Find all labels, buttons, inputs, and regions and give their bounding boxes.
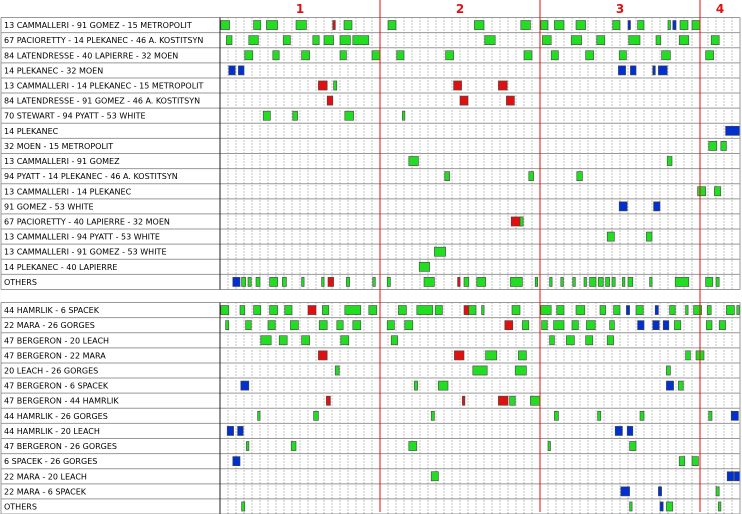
shift-bar-even: [322, 306, 328, 315]
shift-bar-even: [261, 336, 271, 345]
line-row: [1, 153, 740, 166]
shift-bar-even: [716, 487, 719, 496]
shift-bar-even: [628, 277, 633, 286]
shift-bar-even: [473, 366, 487, 375]
shift-bar-even: [282, 277, 286, 286]
shift-bar-even: [226, 321, 229, 330]
row-label: 14 PLEKANEC - 32 MOEN: [4, 66, 104, 76]
shift-bar-even: [285, 306, 292, 315]
line-row: [1, 123, 740, 136]
shift-bar-even: [254, 306, 261, 315]
line-row: [1, 138, 740, 151]
shift-bar-even: [226, 36, 232, 45]
shift-bar-even: [679, 36, 689, 45]
shift-bar-even: [646, 232, 652, 241]
shift-bar-even: [550, 277, 553, 286]
line-row: [1, 33, 740, 46]
shift-bar-even: [319, 321, 327, 330]
shift-bar-powerplay: [238, 426, 244, 435]
shift-bar-even: [554, 321, 564, 330]
row-label: 13 CAMMALLERI - 91 GOMEZ: [4, 157, 120, 167]
shift-bar-powerplay: [658, 487, 661, 496]
shift-bar-even: [337, 321, 343, 330]
shift-bar-penaltykill: [458, 277, 461, 286]
shift-bar-even: [270, 277, 278, 286]
line-row: [1, 438, 740, 451]
line-row: [1, 333, 740, 346]
shift-bar-even: [610, 321, 615, 330]
shift-bar-even: [345, 111, 354, 120]
shift-bar-powerplay: [655, 306, 658, 315]
shift-bar-even: [242, 502, 245, 511]
shift-bar-even: [530, 396, 540, 405]
shift-bar-even: [240, 306, 245, 315]
shift-bar-even: [561, 277, 564, 286]
shift-bar-even: [719, 321, 725, 330]
shift-bar-even: [571, 36, 581, 45]
shift-bar-even: [256, 277, 260, 286]
shift-bar-even: [680, 21, 688, 30]
shift-bar-penaltykill: [308, 306, 316, 315]
shift-bar-even: [686, 306, 689, 315]
shift-bar-even: [541, 306, 551, 315]
line-row: [1, 393, 740, 406]
line-row: [1, 48, 740, 61]
shift-bar-powerplay: [615, 426, 622, 435]
shift-bar-even: [572, 321, 578, 330]
shift-bar-even: [630, 502, 633, 511]
shift-bar-penaltykill: [511, 217, 521, 226]
shift-bar-even: [369, 306, 377, 315]
row-label: 13 CAMMALLERI - 91 GOMEZ - 53 WHITE: [4, 247, 167, 257]
shift-bar-even: [622, 277, 625, 286]
shift-bar-even: [619, 51, 626, 60]
row-label: 44 HAMRLIK - 20 LEACH: [4, 426, 100, 436]
shift-bar-powerplay: [241, 381, 249, 390]
shift-bar-powerplay: [660, 502, 663, 511]
shift-bar-even: [263, 111, 270, 120]
row-label: 14 PLEKANEC: [4, 126, 59, 136]
row-label: 47 BERGERON - 20 LEACH: [4, 336, 110, 346]
line-row: [1, 454, 740, 467]
line-row: [1, 274, 740, 287]
shift-bar-even: [522, 321, 528, 330]
row-label: 47 BERGERON - 26 GORGES: [4, 442, 117, 452]
shift-bar-powerplay: [618, 66, 625, 75]
shift-bar-even: [258, 411, 261, 420]
shift-bar-even: [598, 277, 603, 286]
shift-bar-even: [586, 321, 595, 330]
shift-bar-even: [577, 172, 583, 181]
period-label-1: 1: [295, 2, 305, 16]
line-row: [1, 484, 740, 497]
shift-bar-even: [662, 51, 671, 60]
shift-bar-powerplay: [619, 202, 627, 211]
shift-bar-penaltykill: [498, 396, 508, 405]
shift-bar-penaltykill: [327, 96, 333, 105]
shift-bar-penaltykill: [460, 96, 468, 105]
row-label: 13 CAMMALLERI - 14 PLEKANEC - 15 METROPOLIT: [4, 81, 204, 91]
shift-bar-even: [650, 277, 653, 286]
shift-bar-penaltykill: [318, 81, 327, 90]
row-label: 94 PYATT - 14 PLEKANEC - 46 A. KOSTITSYN: [4, 172, 178, 182]
row-label: 44 HAMRLIK - 26 GORGES: [4, 411, 108, 421]
shift-bar-even: [414, 381, 417, 390]
shift-bar-even: [340, 36, 350, 45]
row-label: 44 HAMRLIK - 6 SPACEK: [4, 306, 99, 316]
shift-bar-even: [521, 21, 531, 30]
shift-bar-even: [334, 81, 337, 90]
shift-bar-even: [417, 306, 433, 315]
period-label-2: 2: [455, 2, 465, 16]
shift-bar-even: [464, 277, 469, 286]
shift-bar-even: [346, 277, 349, 286]
shift-bar-powerplay: [734, 472, 740, 481]
line-row: [1, 63, 740, 76]
line-row: [1, 244, 740, 257]
shift-bar-even: [698, 187, 706, 196]
line-row: [1, 499, 740, 512]
shift-bar-powerplay: [233, 457, 240, 466]
shift-bar-even: [706, 321, 712, 330]
shift-bar-penaltykill: [462, 396, 465, 405]
shift-bar-even: [302, 51, 310, 60]
shift-bar-powerplay: [673, 21, 676, 30]
shift-bar-even: [612, 277, 615, 286]
shift-bar-even: [431, 472, 438, 481]
shift-bar-even: [391, 336, 397, 345]
shift-bar-powerplay: [658, 66, 667, 75]
shift-bar-even: [678, 381, 683, 390]
shift-bar-powerplay: [238, 66, 244, 75]
shift-bar-even: [520, 217, 523, 226]
shift-bar-even: [279, 336, 287, 345]
shift-bar-even: [266, 21, 277, 30]
line-row: [1, 18, 740, 31]
shift-bar-powerplay: [663, 321, 669, 330]
shift-bar-even: [434, 247, 445, 256]
shift-bar-even: [668, 21, 671, 30]
line-row: [1, 93, 740, 106]
row-label: 47 BERGERON - 44 HAMRLIK: [4, 396, 119, 406]
row-label: 20 LEACH - 26 GORGES: [4, 366, 99, 376]
row-label: 13 CAMMALLERI - 94 PYATT - 53 WHITE: [4, 232, 160, 242]
shift-bar-even: [518, 351, 526, 360]
line-row: [1, 318, 740, 331]
shift-bar-even: [529, 172, 534, 181]
shift-bar-even: [273, 51, 279, 60]
shift-bar-even: [314, 411, 319, 420]
shift-bar-even: [586, 51, 594, 60]
shift-bar-even: [541, 21, 548, 30]
shift-bar-even: [291, 441, 296, 450]
line-row: [1, 303, 740, 316]
shift-bar-even: [283, 36, 290, 45]
line-row: [1, 259, 740, 272]
shift-bar-even: [372, 51, 380, 60]
row-label: 6 SPACEK - 26 GORGES: [4, 457, 98, 467]
shift-bar-even: [554, 21, 564, 30]
shift-bar-penaltykill: [498, 81, 507, 90]
shift-bar-powerplay: [630, 66, 636, 75]
shift-bar-even: [638, 21, 644, 30]
line-row: [1, 214, 740, 227]
shift-bar-even: [248, 277, 251, 286]
line-row: [1, 363, 740, 376]
shift-bar-even: [313, 36, 319, 45]
shift-bar-even: [737, 306, 740, 315]
row-label: 22 MARA - 26 GORGES: [4, 321, 95, 331]
shift-bar-even: [431, 411, 434, 420]
row-label: 67 PACIORETTY - 14 PLEKANEC - 46 A. KOSTITSYN: [4, 36, 204, 46]
line-row: [1, 423, 740, 436]
shift-bar-powerplay: [731, 411, 738, 420]
shift-bar-even: [718, 502, 721, 511]
shift-bar-even: [590, 277, 596, 286]
shift-bar-even: [656, 36, 661, 45]
shift-bar-even: [409, 441, 417, 450]
shift-bar-even: [341, 336, 349, 345]
shift-bar-even: [485, 36, 495, 45]
shift-bar-even: [340, 51, 346, 60]
shift-bar-even: [246, 441, 249, 450]
shift-bar-even: [353, 36, 369, 45]
row-label: 70 STEWART - 94 PYATT - 53 WHITE: [4, 111, 146, 121]
row-label: 22 MARA - 20 LEACH: [4, 472, 87, 482]
shift-bar-powerplay: [233, 277, 240, 286]
row-label: 22 MARA - 6 SPACEK: [4, 487, 87, 497]
shift-bar-even: [716, 277, 719, 286]
shift-bar-penaltykill: [318, 351, 327, 360]
shift-bar-even: [254, 21, 261, 30]
shift-bar-powerplay: [627, 426, 633, 435]
line-row: [1, 469, 740, 482]
shift-bar-even: [675, 277, 689, 286]
shift-bar-even: [711, 36, 719, 45]
shift-bar-even: [242, 277, 246, 286]
shift-bar-even: [293, 111, 298, 120]
shift-bar-even: [600, 306, 606, 315]
period-label-4: 4: [715, 2, 725, 16]
shift-bar-even: [706, 51, 714, 60]
shift-bar-even: [550, 336, 555, 345]
shift-bar-even: [302, 336, 310, 345]
shift-bar-even: [674, 321, 680, 330]
shift-bar-even: [607, 232, 614, 241]
shift-bar-even: [535, 277, 538, 286]
shift-bar-even: [510, 396, 516, 405]
shift-bar-even: [692, 21, 700, 30]
shift-bar-even: [614, 306, 620, 315]
shift-bar-even: [398, 306, 406, 315]
shift-bar-penaltykill: [454, 81, 462, 90]
panel-defense: [1, 303, 740, 514]
row-label: 67 PACIORETTY - 40 LAPIERRE - 32 MOEN: [4, 217, 170, 227]
shift-bar-penaltykill: [506, 96, 514, 105]
shift-bar-even: [566, 336, 574, 345]
shift-bar-even: [666, 502, 672, 511]
shift-bar-even: [290, 321, 298, 330]
shift-bar-penaltykill: [454, 351, 464, 360]
line-row: [1, 108, 740, 121]
shift-bar-powerplay: [628, 21, 631, 30]
shift-bar-powerplay: [229, 66, 235, 75]
line-row: [1, 229, 740, 242]
shift-bar-even: [246, 321, 252, 330]
shift-bar-even: [387, 321, 394, 330]
shift-bar-even: [557, 306, 564, 315]
shift-bar-even: [435, 306, 442, 315]
row-label: 32 MOEN - 15 METROPOLIT: [4, 141, 114, 151]
shift-bar-penaltykill: [333, 21, 336, 30]
line-row: [1, 348, 740, 361]
shift-bar-even: [249, 36, 259, 45]
shift-bar-even: [686, 351, 691, 360]
shift-bar-even: [551, 51, 558, 60]
shift-bar-even: [630, 441, 636, 450]
shift-bar-even: [387, 277, 390, 286]
row-label: 13 CAMMALLERI - 14 PLEKANEC: [4, 187, 132, 197]
shift-bar-even: [542, 36, 551, 45]
shift-bar-even: [302, 277, 305, 286]
line-row: [1, 184, 740, 197]
row-label: 47 BERGERON - 22 MARA: [4, 351, 106, 361]
shift-bar-powerplay: [626, 306, 629, 315]
row-label: 84 LATENDRESSE - 40 LAPIERRE - 32 MOEN: [4, 51, 179, 61]
row-label: OTHERS: [4, 277, 37, 287]
shift-bar-even: [397, 51, 404, 60]
shift-bar-even: [245, 51, 253, 60]
shift-bar-powerplay: [653, 66, 656, 75]
shift-bar-even: [576, 21, 586, 30]
shift-bar-even: [692, 457, 698, 466]
shift-bar-even: [373, 277, 376, 286]
shift-bar-even: [598, 411, 601, 420]
shift-bar-even: [445, 172, 450, 181]
shift-bar-powerplay: [727, 472, 733, 481]
shift-bar-even: [667, 156, 672, 165]
shift-bar-even: [613, 21, 620, 30]
shift-bar-even: [486, 351, 497, 360]
shift-bar-even: [586, 336, 593, 345]
row-label: 91 GOMEZ - 53 WHITE: [4, 202, 94, 212]
shift-bar-even: [344, 21, 352, 30]
line-row: [1, 408, 740, 421]
shift-bar-powerplay: [654, 202, 660, 211]
period-labels: [296, 2, 724, 16]
shift-bar-even: [469, 306, 476, 315]
shift-bar-even: [353, 321, 361, 330]
shift-bar-even: [636, 306, 643, 315]
shift-bar-even: [714, 187, 720, 196]
shift-bar-even: [322, 277, 325, 286]
shift-bar-even: [709, 141, 717, 150]
shift-bar-even: [510, 277, 522, 286]
shift-bar-even: [709, 411, 712, 420]
shift-bar-even: [706, 277, 713, 286]
line-row: [1, 78, 740, 91]
shift-bar-even: [707, 306, 711, 315]
shift-bar-even: [446, 51, 454, 60]
shift-bar-even: [402, 111, 405, 120]
shift-bar-even: [670, 306, 676, 315]
shift-bar-even: [584, 277, 587, 286]
shift-bar-even: [512, 306, 520, 315]
shift-bar-even: [606, 277, 610, 286]
shift-bar-even: [221, 306, 229, 315]
shift-bar-even: [324, 36, 334, 45]
shift-bar-even: [221, 21, 230, 30]
shift-bar-even: [515, 366, 526, 375]
shift-bar-powerplay: [726, 126, 740, 135]
shift-bar-even: [554, 411, 558, 420]
shift-bar-even: [548, 441, 551, 450]
shift-bar-even: [268, 321, 275, 330]
shift-bar-even: [438, 381, 448, 390]
shift-bar-even: [345, 306, 361, 315]
shift-bar-powerplay: [666, 381, 673, 390]
shift-bar-even: [666, 366, 670, 375]
shift-bar-even: [270, 306, 278, 315]
shift-bar-even: [721, 141, 727, 150]
shift-bar-even: [482, 306, 485, 315]
shift-bar-even: [296, 21, 306, 30]
row-label: OTHERS: [4, 502, 37, 512]
shift-bar-penaltykill: [326, 396, 330, 405]
row-label: 14 PLEKANEC - 40 LAPIERRE: [4, 262, 118, 272]
shift-bar-even: [405, 321, 413, 330]
shift-bar-powerplay: [638, 321, 644, 330]
line-row: [1, 169, 740, 182]
shift-bar-even: [424, 277, 434, 286]
row-label: 13 CAMMALLERI - 91 GOMEZ - 15 METROPOLIT: [4, 21, 192, 31]
shift-bar-even: [388, 21, 396, 30]
line-row: [1, 199, 740, 212]
shift-bar-powerplay: [227, 426, 233, 435]
period-label-3: 3: [615, 2, 625, 16]
shift-bar-even: [335, 366, 339, 375]
row-label: 47 BERGERON - 6 SPACEK: [4, 381, 109, 391]
shift-bar-powerplay: [621, 487, 630, 496]
shift-bar-even: [679, 457, 685, 466]
shift-bar-penaltykill: [505, 321, 513, 330]
panels: [1, 0, 740, 514]
shift-bar-powerplay: [653, 321, 659, 330]
shift-bar-even: [576, 306, 585, 315]
shift-bar-penaltykill: [328, 277, 334, 286]
shift-bar-even: [640, 411, 644, 420]
shift-bar-even: [726, 306, 734, 315]
shift-bar-even: [573, 277, 576, 286]
shift-bar-even: [477, 277, 486, 286]
shift-bar-even: [409, 156, 419, 165]
shift-bar-even: [524, 51, 532, 60]
shift-bar-even: [607, 336, 613, 345]
shift-bar-even: [419, 262, 429, 271]
row-label: 84 LATENDRESSE - 91 GOMEZ - 46 A. KOSTITSYN: [4, 96, 201, 106]
shift-bar-even: [629, 36, 640, 45]
line-row: [1, 378, 740, 391]
shift-bar-even: [542, 321, 548, 330]
panel-forwards: [1, 18, 740, 290]
shift-bar-even: [597, 36, 605, 45]
shift-bar-even: [474, 21, 484, 30]
